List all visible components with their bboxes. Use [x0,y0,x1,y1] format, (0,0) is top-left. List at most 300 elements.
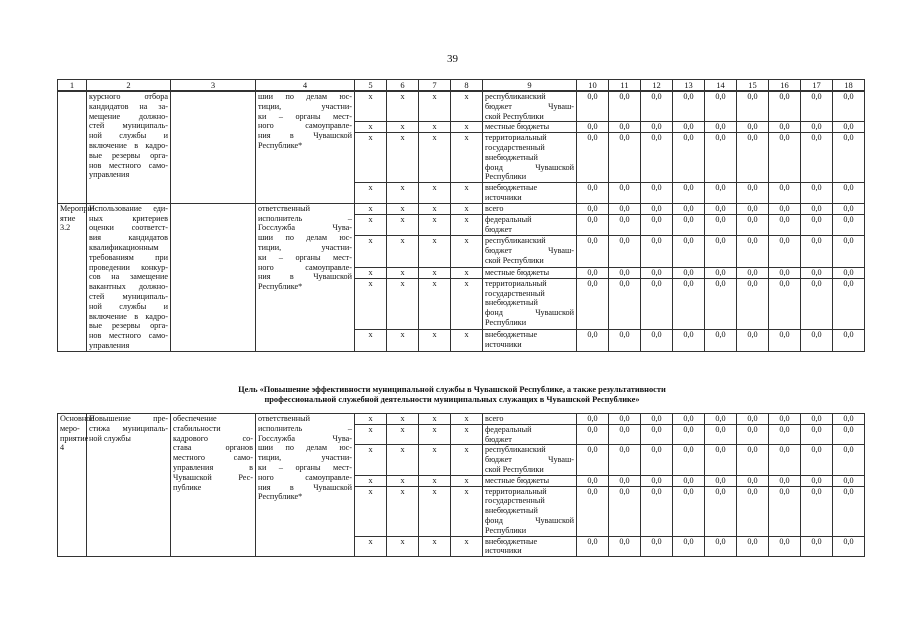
code-mark-cell: x [451,236,483,267]
text-line: тиции, участни- [258,242,352,252]
text-line: Чувашской Рес- [173,472,253,482]
amount-cell: 0,0 [737,267,769,278]
code-mark-cell: x [451,330,483,351]
event-id-cell [58,92,87,204]
amount-cell: 0,0 [705,536,737,557]
amount-cell: 0,0 [609,414,641,425]
text-line: ки – органы мест- [258,111,352,121]
text-line: исполнитель – [258,423,352,433]
amount-cell: 0,0 [833,414,865,425]
amount-cell: 0,0 [609,475,641,486]
event-name-cell [87,92,171,204]
text-line: государственный [485,288,545,298]
amount-cell: 0,0 [641,236,673,267]
code-mark-cell: x [419,424,451,445]
text-line: местного само- [173,453,253,463]
code-mark-cell: x [355,536,387,557]
code-mark-cell: x [451,424,483,445]
amount-cell: 0,0 [705,236,737,267]
goal-line-2: профессиональной служебной деятельности муниципальных служащих в Чувашской Республике» [264,395,640,404]
amount-cell: 0,0 [801,330,833,351]
executor-cell [256,92,355,204]
code-mark-cell: x [419,122,451,133]
funding-source-cell [483,92,577,122]
text-line: бюджет [485,434,512,444]
amount-cell: 0,0 [705,445,737,475]
text-line: управления [89,340,130,350]
code-mark-cell: x [387,536,419,557]
amount-cell: 0,0 [641,445,673,475]
amount-cell: 0,0 [769,424,801,445]
text-line: публике [173,482,202,492]
header-col-12: 12 [641,80,673,91]
text-line: Основное [60,414,95,423]
amount-cell: 0,0 [577,203,609,214]
text-line: федеральный [485,214,532,224]
header-col-18: 18 [833,80,865,91]
text-line: Госслужба Чува- [258,223,352,233]
text-line: Республике* [258,492,303,502]
amount-cell: 0,0 [673,536,705,557]
amount-cell: 0,0 [673,267,705,278]
funding-source-cell [483,445,577,475]
code-mark-cell: x [355,183,387,204]
code-mark-cell: x [451,214,483,235]
text-line: ного самоуправле- [258,121,352,131]
text-line: государственный [485,496,545,506]
amount-cell: 0,0 [673,133,705,183]
text-line: республиканский [485,92,546,101]
amount-cell: 0,0 [641,122,673,133]
text-line: федеральный [485,424,532,434]
amount-cell: 0,0 [641,203,673,214]
header-col-16: 16 [769,80,801,91]
amount-cell: 0,0 [577,486,609,536]
text-line: исполнитель – [258,213,352,223]
text-line: Повышение пре- [89,414,168,423]
text-line: источники [485,546,522,556]
amount-cell: 0,0 [577,267,609,278]
amount-cell: 0,0 [737,92,769,122]
amount-cell: 0,0 [577,236,609,267]
code-mark-cell: x [355,278,387,330]
text-line: ской Республики [485,464,544,474]
text-line: включение в кадро- [89,140,168,150]
text-line: стей муниципаль- [89,121,168,131]
amount-cell: 0,0 [801,203,833,214]
header-col-7: 7 [419,80,451,91]
amount-cell: 0,0 [737,214,769,235]
amount-cell: 0,0 [609,133,641,183]
text-line: Меропри- [60,203,95,213]
text-line: кандидатов на за- [89,101,168,111]
amount-cell: 0,0 [769,183,801,204]
code-mark-cell: x [419,236,451,267]
funding-source-cell [483,424,577,445]
amount-cell: 0,0 [737,330,769,351]
event-id-cell [58,414,95,557]
text-line: нов местного само- [89,160,168,170]
code-mark-cell: x [355,475,387,486]
amount-cell: 0,0 [769,475,801,486]
text-line: Республики [485,317,527,327]
amount-cell: 0,0 [801,133,833,183]
amount-cell: 0,0 [833,424,865,445]
goal-cell [171,414,256,557]
text-line: требованиям при [89,252,168,262]
amount-cell: 0,0 [801,486,833,536]
amount-cell: 0,0 [641,486,673,536]
text-line: квалификационным [89,242,159,252]
code-mark-cell: x [451,414,483,425]
amount-cell: 0,0 [705,475,737,486]
text-line: нов местного само- [89,331,168,341]
header-col-10: 10 [577,80,609,91]
code-mark-cell: x [419,414,451,425]
code-mark-cell: x [355,486,387,536]
text-line: всего [485,203,504,213]
text-line: внебюджетные [485,183,538,193]
funding-source-cell [483,414,577,425]
amount-cell: 0,0 [737,183,769,204]
amount-cell: 0,0 [609,424,641,445]
amount-cell: 0,0 [577,214,609,235]
text-line: внебюджетный [485,298,538,308]
amount-cell: 0,0 [705,267,737,278]
amount-cell: 0,0 [801,214,833,235]
amount-cell: 0,0 [641,214,673,235]
amount-cell: 0,0 [609,236,641,267]
amount-cell: 0,0 [577,330,609,351]
code-mark-cell: x [419,267,451,278]
header-col-14: 14 [705,80,737,91]
text-line: обеспечение [173,414,217,423]
code-mark-cell: x [419,445,451,475]
amount-cell: 0,0 [673,183,705,204]
code-mark-cell: x [387,133,419,183]
text-line: Республике* [258,282,303,292]
amount-cell: 0,0 [833,183,865,204]
text-line: тиции, участни- [258,453,352,463]
text-line: ния в Чувашской [258,131,352,141]
column-number-header [57,79,865,91]
amount-cell: 0,0 [641,424,673,445]
amount-cell: 0,0 [673,122,705,133]
amount-cell: 0,0 [641,475,673,486]
code-mark-cell: x [451,486,483,536]
code-mark-cell: x [355,414,387,425]
amount-cell: 0,0 [673,203,705,214]
code-mark-cell: x [451,133,483,183]
amount-cell: 0,0 [705,183,737,204]
amount-cell: 0,0 [737,203,769,214]
funding-source-cell [483,475,577,486]
amount-cell: 0,0 [705,122,737,133]
text-line: ного самоуправле- [258,472,352,482]
code-mark-cell: x [387,475,419,486]
amount-cell: 0,0 [577,92,609,122]
code-mark-cell: x [355,133,387,183]
amount-cell: 0,0 [737,414,769,425]
table-row [58,203,865,214]
amount-cell: 0,0 [577,536,609,557]
amount-cell: 0,0 [801,278,833,330]
code-mark-cell: x [355,92,387,122]
funding-source-cell [483,122,577,133]
amount-cell: 0,0 [737,133,769,183]
text-line: ки – органы мест- [258,252,352,262]
amount-cell: 0,0 [641,183,673,204]
goal-line-1: Цель «Повышение эффективности муниципальной службы в Чувашской Республике, а также результативности [238,385,666,394]
amount-cell: 0,0 [801,475,833,486]
text-line: сов на замещение [89,272,168,282]
amount-cell: 0,0 [705,278,737,330]
amount-cell: 0,0 [609,267,641,278]
code-mark-cell: x [419,486,451,536]
amount-cell: 0,0 [801,92,833,122]
amount-cell: 0,0 [769,92,801,122]
amount-cell: 0,0 [641,414,673,425]
text-line: вия кандидатов [89,233,168,243]
amount-cell: 0,0 [769,278,801,330]
executor-cell [256,414,355,557]
text-line: ного самоуправле- [258,262,352,272]
text-line: мещение должно- [89,111,168,121]
text-line: бюджет Чуваш- [485,246,574,256]
funding-source-cell [483,536,577,557]
header-col-11: 11 [609,80,641,91]
amount-cell: 0,0 [801,267,833,278]
code-mark-cell: x [451,183,483,204]
text-line: бюджет [485,224,512,234]
budget-table-bottom [57,413,865,557]
amount-cell: 0,0 [577,445,609,475]
text-line: фонд Чувашской [485,515,574,525]
code-mark-cell: x [387,236,419,267]
header-col-6: 6 [387,80,419,91]
amount-cell: 0,0 [577,475,609,486]
text-line: ответственный [258,414,311,423]
amount-cell: 0,0 [577,424,609,445]
amount-cell: 0,0 [769,214,801,235]
text-line: шии по делам юс- [258,92,352,101]
amount-cell: 0,0 [769,122,801,133]
text-line: местные бюджеты [485,475,550,485]
amount-cell: 0,0 [833,267,865,278]
code-mark-cell: x [419,203,451,214]
amount-cell: 0,0 [641,278,673,330]
amount-cell: 0,0 [769,445,801,475]
amount-cell: 0,0 [641,330,673,351]
text-line: вакантных должно- [89,282,168,292]
code-mark-cell: x [419,214,451,235]
funding-source-cell [483,278,577,330]
amount-cell: 0,0 [769,133,801,183]
text-line: Республики [485,172,527,182]
code-mark-cell: x [387,414,419,425]
code-mark-cell: x [355,424,387,445]
amount-cell: 0,0 [833,486,865,536]
text-line: кадрового со- [173,433,253,443]
text-line: вые резервы орга- [89,150,168,160]
amount-cell: 0,0 [577,278,609,330]
code-mark-cell: x [387,203,419,214]
text-line: ответственный [258,203,311,213]
amount-cell: 0,0 [673,414,705,425]
amount-cell: 0,0 [673,236,705,267]
funding-source-cell [483,214,577,235]
text-line: фонд Чувашской [485,162,574,172]
text-line: ния в Чувашской [258,272,352,282]
text-line: внебюджетные [485,536,538,546]
amount-cell: 0,0 [673,330,705,351]
amount-cell: 0,0 [833,122,865,133]
code-mark-cell: x [451,203,483,214]
text-line: меро- [60,423,80,433]
amount-cell: 0,0 [801,122,833,133]
text-line: стижа муниципаль- [89,423,168,433]
amount-cell: 0,0 [577,122,609,133]
code-mark-cell: x [387,278,419,330]
header-col-2: 2 [87,80,171,91]
funding-source-cell [483,267,577,278]
code-mark-cell: x [451,267,483,278]
code-mark-cell: x [387,214,419,235]
amount-cell: 0,0 [609,330,641,351]
code-mark-cell: x [387,122,419,133]
code-mark-cell: x [355,330,387,351]
amount-cell: 0,0 [673,92,705,122]
header-col-1: 1 [58,80,87,91]
code-mark-cell: x [419,92,451,122]
code-mark-cell: x [451,278,483,330]
code-mark-cell: x [355,203,387,214]
code-mark-cell: x [451,536,483,557]
amount-cell: 0,0 [769,486,801,536]
text-line: местные бюджеты [485,267,550,277]
amount-cell: 0,0 [737,475,769,486]
amount-cell: 0,0 [833,475,865,486]
code-mark-cell: x [355,445,387,475]
code-mark-cell: x [451,122,483,133]
amount-cell: 0,0 [737,536,769,557]
amount-cell: 0,0 [801,183,833,204]
text-line: ской Республики [485,255,544,265]
amount-cell: 0,0 [801,424,833,445]
goal-heading [86,385,818,405]
amount-cell: 0,0 [673,424,705,445]
executor-cell [256,203,355,351]
amount-cell: 0,0 [801,414,833,425]
text-line: тиции, участни- [258,101,352,111]
amount-cell: 0,0 [609,536,641,557]
code-mark-cell: x [419,278,451,330]
text-line: источники [485,340,522,350]
amount-cell: 0,0 [769,536,801,557]
amount-cell: 0,0 [641,267,673,278]
event-id-cell [58,203,95,351]
header-col-4: 4 [256,80,355,91]
text-line: включение в кадро- [89,311,168,321]
amount-cell: 0,0 [705,214,737,235]
code-mark-cell: x [387,267,419,278]
text-line: внебюджетные [485,330,538,340]
amount-cell: 0,0 [609,183,641,204]
amount-cell: 0,0 [769,203,801,214]
amount-cell: 0,0 [737,445,769,475]
amount-cell: 0,0 [673,214,705,235]
text-line: ки – органы мест- [258,462,352,472]
text-line: ятие 3.2 [60,213,76,233]
funding-source-cell [483,183,577,204]
text-line: Использование еди- [89,203,168,213]
funding-source-cell [483,133,577,183]
text-line: территориальный [485,133,547,143]
text-line: местные бюджеты [485,122,550,132]
text-line: территориальный [485,278,547,288]
text-line: ной службы и [89,131,168,141]
amount-cell: 0,0 [769,267,801,278]
code-mark-cell: x [419,183,451,204]
text-line: государственный [485,142,545,152]
funding-source-cell [483,236,577,267]
code-mark-cell: x [451,92,483,122]
event-name-cell [87,414,171,557]
text-line: шии по делам юс- [258,233,352,243]
amount-cell: 0,0 [577,133,609,183]
text-line: Республики [485,525,527,535]
text-line: всего [485,414,504,423]
code-mark-cell: x [387,445,419,475]
text-line: шии по делам юс- [258,443,352,453]
amount-cell: 0,0 [833,92,865,122]
amount-cell: 0,0 [737,486,769,536]
text-line: фонд Чувашской [485,308,574,318]
text-line: стабильности [173,423,221,433]
amount-cell: 0,0 [609,278,641,330]
amount-cell: 0,0 [641,133,673,183]
amount-cell: 0,0 [833,214,865,235]
amount-cell: 0,0 [705,414,737,425]
amount-cell: 0,0 [577,414,609,425]
amount-cell: 0,0 [769,236,801,267]
text-line: Республике* [258,140,303,150]
amount-cell: 0,0 [833,445,865,475]
amount-cell: 0,0 [705,486,737,536]
amount-cell: 0,0 [833,203,865,214]
amount-cell: 0,0 [769,414,801,425]
funding-source-cell [483,203,577,214]
code-mark-cell: x [419,536,451,557]
code-mark-cell: x [419,133,451,183]
code-mark-cell: x [387,330,419,351]
code-mark-cell: x [419,475,451,486]
text-line: ской Республики [485,111,544,121]
code-mark-cell: x [387,183,419,204]
text-line: внебюджетный [485,152,538,162]
amount-cell: 0,0 [833,236,865,267]
amount-cell: 0,0 [737,278,769,330]
amount-cell: 0,0 [641,536,673,557]
text-line: става органов [173,443,253,453]
amount-cell: 0,0 [609,203,641,214]
page-number: 39 [447,53,458,65]
text-line: территориальный [485,486,547,496]
funding-source-cell [483,330,577,351]
text-line: управления в [173,462,253,472]
code-mark-cell: x [451,445,483,475]
amount-cell: 0,0 [801,236,833,267]
